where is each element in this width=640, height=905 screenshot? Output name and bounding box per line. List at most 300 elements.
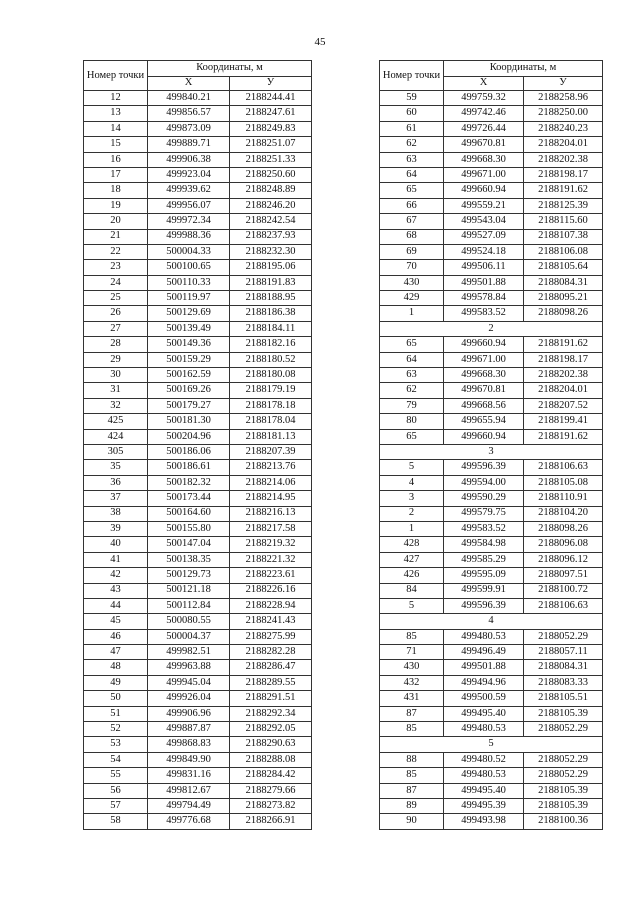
table-row <box>84 321 312 336</box>
y-coordinate-cell: 2188106.63 <box>524 460 603 475</box>
y-coordinate-cell: 2188105.51 <box>524 691 603 706</box>
point-number-cell: 37 <box>84 491 148 506</box>
y-coordinate-cell: 2188105.39 <box>524 798 603 813</box>
y-coordinate-cell: 2188052.29 <box>524 722 603 737</box>
point-number-cell: 65 <box>380 337 444 352</box>
table-row <box>84 506 312 521</box>
x-coordinate-cell: 499495.40 <box>444 706 524 721</box>
x-coordinate-cell: 499590.29 <box>444 491 524 506</box>
table-row <box>84 352 312 367</box>
point-number-cell: 5 <box>380 460 444 475</box>
y-coordinate-cell: 2188204.01 <box>524 137 603 152</box>
y-coordinate-cell: 2188219.32 <box>230 537 312 552</box>
table-row <box>380 352 603 367</box>
x-coordinate-cell: 499596.39 <box>444 460 524 475</box>
table-row <box>84 398 312 413</box>
x-coordinate-cell: 499585.29 <box>444 552 524 567</box>
y-coordinate-cell: 2188198.17 <box>524 167 603 182</box>
x-coordinate-cell: 499578.84 <box>444 291 524 306</box>
x-coordinate-cell: 499671.00 <box>444 167 524 182</box>
table-row <box>380 429 603 444</box>
point-number-cell: 15 <box>84 137 148 152</box>
x-coordinate-cell: 499812.67 <box>148 783 230 798</box>
y-coordinate-cell: 2188232.30 <box>230 244 312 259</box>
table-row <box>380 783 603 798</box>
x-coordinate-cell: 500004.37 <box>148 629 230 644</box>
table-row <box>84 706 312 721</box>
y-coordinate-cell: 2188191.62 <box>524 337 603 352</box>
x-coordinate-cell: 499501.88 <box>444 275 524 290</box>
y-coordinate-cell: 2188195.06 <box>230 260 312 275</box>
x-coordinate-cell: 499988.36 <box>148 229 230 244</box>
header-y: У <box>524 77 603 91</box>
y-coordinate-cell: 2188178.18 <box>230 398 312 413</box>
x-coordinate-cell: 500155.80 <box>148 521 230 536</box>
y-coordinate-cell: 2188214.06 <box>230 475 312 490</box>
point-number-cell: 41 <box>84 552 148 567</box>
table-row <box>380 583 603 598</box>
y-coordinate-cell: 2188221.32 <box>230 552 312 567</box>
table-row <box>380 260 603 275</box>
x-coordinate-cell: 499776.68 <box>148 814 230 829</box>
table-row <box>84 429 312 444</box>
point-number-cell: 66 <box>380 198 444 213</box>
y-coordinate-cell: 2188096.08 <box>524 537 603 552</box>
y-coordinate-cell: 2188098.26 <box>524 306 603 321</box>
point-number-cell: 35 <box>84 460 148 475</box>
y-coordinate-cell: 2188213.76 <box>230 460 312 475</box>
y-coordinate-cell: 2188292.05 <box>230 722 312 737</box>
table-body-right <box>380 91 603 830</box>
table-row <box>84 660 312 675</box>
table-row <box>380 722 603 737</box>
x-coordinate-cell: 500186.06 <box>148 444 230 459</box>
table-row <box>380 521 603 536</box>
header-y: У <box>230 77 312 91</box>
x-coordinate-cell: 499660.94 <box>444 337 524 352</box>
table-row <box>84 598 312 613</box>
y-coordinate-cell: 2188266.91 <box>230 814 312 829</box>
point-number-cell: 3 <box>380 491 444 506</box>
table-row <box>380 214 603 229</box>
x-coordinate-cell: 499982.51 <box>148 645 230 660</box>
table-row <box>380 506 603 521</box>
table-row <box>84 214 312 229</box>
y-coordinate-cell: 2188083.33 <box>524 675 603 690</box>
point-number-cell: 85 <box>380 722 444 737</box>
y-coordinate-cell: 2188182.16 <box>230 337 312 352</box>
point-number-cell: 12 <box>84 91 148 106</box>
point-number-cell: 79 <box>380 398 444 413</box>
table-row <box>84 106 312 121</box>
x-coordinate-cell: 499906.96 <box>148 706 230 721</box>
y-coordinate-cell: 2188191.62 <box>524 429 603 444</box>
table-row <box>84 568 312 583</box>
y-coordinate-cell: 2188052.29 <box>524 752 603 767</box>
y-coordinate-cell: 2188247.61 <box>230 106 312 121</box>
x-coordinate-cell: 499660.94 <box>444 183 524 198</box>
y-coordinate-cell: 2188057.11 <box>524 645 603 660</box>
point-number-cell: 428 <box>380 537 444 552</box>
point-number-cell: 44 <box>84 598 148 613</box>
table-row <box>84 475 312 490</box>
header-coordinates: Координаты, м <box>148 61 312 77</box>
table-row <box>84 722 312 737</box>
x-coordinate-cell: 499923.04 <box>148 167 230 182</box>
table-row <box>380 645 603 660</box>
x-coordinate-cell: 499972.34 <box>148 214 230 229</box>
y-coordinate-cell: 2188106.63 <box>524 598 603 613</box>
point-number-cell: 16 <box>84 152 148 167</box>
table-row <box>84 183 312 198</box>
table-row <box>84 137 312 152</box>
table-row <box>84 645 312 660</box>
header-x: X <box>148 77 230 91</box>
y-coordinate-cell: 2188105.64 <box>524 260 603 275</box>
table-row <box>84 537 312 552</box>
y-coordinate-cell: 2188186.38 <box>230 306 312 321</box>
x-coordinate-cell: 499493.98 <box>444 814 524 829</box>
table-row <box>380 198 603 213</box>
y-coordinate-cell: 2188181.13 <box>230 429 312 444</box>
x-coordinate-cell: 500181.30 <box>148 414 230 429</box>
point-number-cell: 48 <box>84 660 148 675</box>
y-coordinate-cell: 2188223.61 <box>230 568 312 583</box>
y-coordinate-cell: 2188179.19 <box>230 383 312 398</box>
table-row <box>380 337 603 352</box>
point-number-cell: 52 <box>84 722 148 737</box>
x-coordinate-cell: 499849.90 <box>148 752 230 767</box>
point-number-cell: 59 <box>380 91 444 106</box>
x-coordinate-cell: 499559.21 <box>444 198 524 213</box>
point-number-cell: 58 <box>84 814 148 829</box>
x-coordinate-cell: 500179.27 <box>148 398 230 413</box>
y-coordinate-cell: 2188100.72 <box>524 583 603 598</box>
point-number-cell: 426 <box>380 568 444 583</box>
point-number-cell: 68 <box>380 229 444 244</box>
table-row <box>380 706 603 721</box>
point-number-cell: 84 <box>380 583 444 598</box>
x-coordinate-cell: 499939.62 <box>148 183 230 198</box>
table-row <box>84 167 312 182</box>
x-coordinate-cell: 500129.69 <box>148 306 230 321</box>
y-coordinate-cell: 2188250.00 <box>524 106 603 121</box>
x-coordinate-cell: 500139.49 <box>148 321 230 336</box>
x-coordinate-cell: 499794.49 <box>148 798 230 813</box>
table-row <box>380 383 603 398</box>
table-row <box>380 568 603 583</box>
x-coordinate-cell: 500173.44 <box>148 491 230 506</box>
x-coordinate-cell: 500121.18 <box>148 583 230 598</box>
point-number-cell: 24 <box>84 275 148 290</box>
x-coordinate-cell: 500149.36 <box>148 337 230 352</box>
x-coordinate-cell: 499583.52 <box>444 306 524 321</box>
point-number-cell: 427 <box>380 552 444 567</box>
table-row <box>84 291 312 306</box>
y-coordinate-cell: 2188178.04 <box>230 414 312 429</box>
x-coordinate-cell: 500138.35 <box>148 552 230 567</box>
y-coordinate-cell: 2188100.36 <box>524 814 603 829</box>
point-number-cell: 430 <box>380 660 444 675</box>
section-row <box>380 614 603 629</box>
table-row <box>380 768 603 783</box>
y-coordinate-cell: 2188198.17 <box>524 352 603 367</box>
x-coordinate-cell: 499594.00 <box>444 475 524 490</box>
x-coordinate-cell: 499480.53 <box>444 722 524 737</box>
y-coordinate-cell: 2188191.62 <box>524 183 603 198</box>
x-coordinate-cell: 500147.04 <box>148 537 230 552</box>
x-coordinate-cell: 499887.87 <box>148 722 230 737</box>
x-coordinate-cell: 500004.33 <box>148 244 230 259</box>
point-number-cell: 51 <box>84 706 148 721</box>
header-point-number: Номер точки <box>380 61 444 91</box>
point-number-cell: 85 <box>380 629 444 644</box>
table-row <box>380 629 603 644</box>
table-row <box>380 137 603 152</box>
y-coordinate-cell: 2188251.07 <box>230 137 312 152</box>
point-number-cell: 36 <box>84 475 148 490</box>
y-coordinate-cell: 2188180.08 <box>230 368 312 383</box>
point-number-cell: 425 <box>84 414 148 429</box>
point-number-cell: 47 <box>84 645 148 660</box>
x-coordinate-cell: 499668.30 <box>444 152 524 167</box>
table-row <box>380 152 603 167</box>
x-coordinate-cell: 500112.84 <box>148 598 230 613</box>
table-row <box>84 814 312 829</box>
y-coordinate-cell: 2188199.41 <box>524 414 603 429</box>
x-coordinate-cell: 499501.88 <box>444 660 524 675</box>
x-coordinate-cell: 499599.91 <box>444 583 524 598</box>
point-number-cell: 20 <box>84 214 148 229</box>
x-coordinate-cell: 499500.59 <box>444 691 524 706</box>
y-coordinate-cell: 2188105.39 <box>524 783 603 798</box>
x-coordinate-cell: 499926.04 <box>148 691 230 706</box>
table-row <box>84 337 312 352</box>
x-coordinate-cell: 499668.56 <box>444 398 524 413</box>
y-coordinate-cell: 2188273.82 <box>230 798 312 813</box>
point-number-cell: 1 <box>380 306 444 321</box>
x-coordinate-cell: 499579.75 <box>444 506 524 521</box>
y-coordinate-cell: 2188110.91 <box>524 491 603 506</box>
point-number-cell: 62 <box>380 137 444 152</box>
table-row <box>84 244 312 259</box>
y-coordinate-cell: 2188084.31 <box>524 275 603 290</box>
y-coordinate-cell: 2188286.47 <box>230 660 312 675</box>
x-coordinate-cell: 499906.38 <box>148 152 230 167</box>
point-number-cell: 14 <box>84 121 148 136</box>
table-row <box>380 475 603 490</box>
point-number-cell: 43 <box>84 583 148 598</box>
y-coordinate-cell: 2188290.63 <box>230 737 312 752</box>
table-row <box>380 121 603 136</box>
x-coordinate-cell: 499945.04 <box>148 675 230 690</box>
x-coordinate-cell: 499543.04 <box>444 214 524 229</box>
point-number-cell: 61 <box>380 121 444 136</box>
y-coordinate-cell: 2188191.83 <box>230 275 312 290</box>
table-row <box>84 521 312 536</box>
y-coordinate-cell: 2188242.54 <box>230 214 312 229</box>
point-number-cell: 42 <box>84 568 148 583</box>
point-number-cell: 64 <box>380 167 444 182</box>
y-coordinate-cell: 2188106.08 <box>524 244 603 259</box>
section-number: 2 <box>380 321 603 336</box>
y-coordinate-cell: 2188104.20 <box>524 506 603 521</box>
point-number-cell: 30 <box>84 368 148 383</box>
table-row <box>380 460 603 475</box>
point-number-cell: 87 <box>380 706 444 721</box>
x-coordinate-cell: 499660.94 <box>444 429 524 444</box>
y-coordinate-cell: 2188202.38 <box>524 152 603 167</box>
point-number-cell: 49 <box>84 675 148 690</box>
y-coordinate-cell: 2188228.94 <box>230 598 312 613</box>
point-number-cell: 21 <box>84 229 148 244</box>
y-coordinate-cell: 2188115.60 <box>524 214 603 229</box>
table-row <box>380 675 603 690</box>
point-number-cell: 88 <box>380 752 444 767</box>
point-number-cell: 22 <box>84 244 148 259</box>
point-number-cell: 54 <box>84 752 148 767</box>
x-coordinate-cell: 499742.46 <box>444 106 524 121</box>
point-number-cell: 57 <box>84 798 148 813</box>
y-coordinate-cell: 2188188.95 <box>230 291 312 306</box>
table-row <box>84 491 312 506</box>
table-row <box>380 691 603 706</box>
y-coordinate-cell: 2188052.29 <box>524 629 603 644</box>
header-point-number: Номер точки <box>84 61 148 91</box>
x-coordinate-cell: 500186.61 <box>148 460 230 475</box>
y-coordinate-cell: 2188291.51 <box>230 691 312 706</box>
y-coordinate-cell: 2188237.93 <box>230 229 312 244</box>
y-coordinate-cell: 2188184.11 <box>230 321 312 336</box>
table-row <box>84 691 312 706</box>
point-number-cell: 63 <box>380 368 444 383</box>
table-row <box>380 306 603 321</box>
point-number-cell: 70 <box>380 260 444 275</box>
x-coordinate-cell: 499831.16 <box>148 768 230 783</box>
table-row <box>84 614 312 629</box>
point-number-cell: 64 <box>380 352 444 367</box>
point-number-cell: 65 <box>380 183 444 198</box>
x-coordinate-cell: 499671.00 <box>444 352 524 367</box>
table-row <box>380 598 603 613</box>
x-coordinate-cell: 500129.73 <box>148 568 230 583</box>
y-coordinate-cell: 2188275.99 <box>230 629 312 644</box>
x-coordinate-cell: 500162.59 <box>148 368 230 383</box>
point-number-cell: 424 <box>84 429 148 444</box>
table-row <box>380 275 603 290</box>
point-number-cell: 60 <box>380 106 444 121</box>
table-row <box>84 198 312 213</box>
y-coordinate-cell: 2188258.96 <box>524 91 603 106</box>
x-coordinate-cell: 499494.96 <box>444 675 524 690</box>
table-row <box>380 752 603 767</box>
table-row <box>84 752 312 767</box>
table-row <box>84 91 312 106</box>
y-coordinate-cell: 2188125.39 <box>524 198 603 213</box>
y-coordinate-cell: 2188289.55 <box>230 675 312 690</box>
x-coordinate-cell: 499889.71 <box>148 137 230 152</box>
x-coordinate-cell: 499495.39 <box>444 798 524 813</box>
y-coordinate-cell: 2188095.21 <box>524 291 603 306</box>
table-row <box>380 552 603 567</box>
x-coordinate-cell: 500080.55 <box>148 614 230 629</box>
point-number-cell: 63 <box>380 152 444 167</box>
x-coordinate-cell: 499956.07 <box>148 198 230 213</box>
table-row <box>84 444 312 459</box>
y-coordinate-cell: 2188204.01 <box>524 383 603 398</box>
y-coordinate-cell: 2188084.31 <box>524 660 603 675</box>
point-number-cell: 80 <box>380 414 444 429</box>
header-coordinates: Координаты, м <box>444 61 603 77</box>
y-coordinate-cell: 2188214.95 <box>230 491 312 506</box>
y-coordinate-cell: 2188249.83 <box>230 121 312 136</box>
point-number-cell: 71 <box>380 645 444 660</box>
point-number-cell: 55 <box>84 768 148 783</box>
x-coordinate-cell: 499595.09 <box>444 568 524 583</box>
table-row <box>380 368 603 383</box>
y-coordinate-cell: 2188052.29 <box>524 768 603 783</box>
y-coordinate-cell: 2188282.28 <box>230 645 312 660</box>
table-row <box>84 798 312 813</box>
y-coordinate-cell: 2188226.16 <box>230 583 312 598</box>
y-coordinate-cell: 2188292.34 <box>230 706 312 721</box>
table-row <box>380 491 603 506</box>
table-row <box>84 229 312 244</box>
table-row <box>380 798 603 813</box>
table-row <box>84 306 312 321</box>
x-coordinate-cell: 499868.83 <box>148 737 230 752</box>
table-row <box>84 583 312 598</box>
x-coordinate-cell: 499524.18 <box>444 244 524 259</box>
point-number-cell: 13 <box>84 106 148 121</box>
x-coordinate-cell: 499668.30 <box>444 368 524 383</box>
point-number-cell: 28 <box>84 337 148 352</box>
y-coordinate-cell: 2188097.51 <box>524 568 603 583</box>
x-coordinate-cell: 499670.81 <box>444 383 524 398</box>
table-row <box>84 737 312 752</box>
y-coordinate-cell: 2188207.39 <box>230 444 312 459</box>
point-number-cell: 31 <box>84 383 148 398</box>
x-coordinate-cell: 500169.26 <box>148 383 230 398</box>
point-number-cell: 18 <box>84 183 148 198</box>
point-number-cell: 431 <box>380 691 444 706</box>
point-number-cell: 429 <box>380 291 444 306</box>
x-coordinate-cell: 499873.09 <box>148 121 230 136</box>
table-row <box>84 552 312 567</box>
point-number-cell: 85 <box>380 768 444 783</box>
y-coordinate-cell: 2188246.20 <box>230 198 312 213</box>
x-coordinate-cell: 499596.39 <box>444 598 524 613</box>
x-coordinate-cell: 499495.40 <box>444 783 524 798</box>
x-coordinate-cell: 499655.94 <box>444 414 524 429</box>
x-coordinate-cell: 500100.65 <box>148 260 230 275</box>
y-coordinate-cell: 2188202.38 <box>524 368 603 383</box>
table-row <box>380 814 603 829</box>
point-number-cell: 23 <box>84 260 148 275</box>
y-coordinate-cell: 2188098.26 <box>524 521 603 536</box>
y-coordinate-cell: 2188244.41 <box>230 91 312 106</box>
y-coordinate-cell: 2188279.66 <box>230 783 312 798</box>
table-row <box>380 91 603 106</box>
y-coordinate-cell: 2188248.89 <box>230 183 312 198</box>
x-coordinate-cell: 499856.57 <box>148 106 230 121</box>
x-coordinate-cell: 499963.88 <box>148 660 230 675</box>
table-row <box>84 121 312 136</box>
x-coordinate-cell: 499480.53 <box>444 768 524 783</box>
x-coordinate-cell: 499840.21 <box>148 91 230 106</box>
table-row <box>84 260 312 275</box>
section-row <box>380 321 603 336</box>
